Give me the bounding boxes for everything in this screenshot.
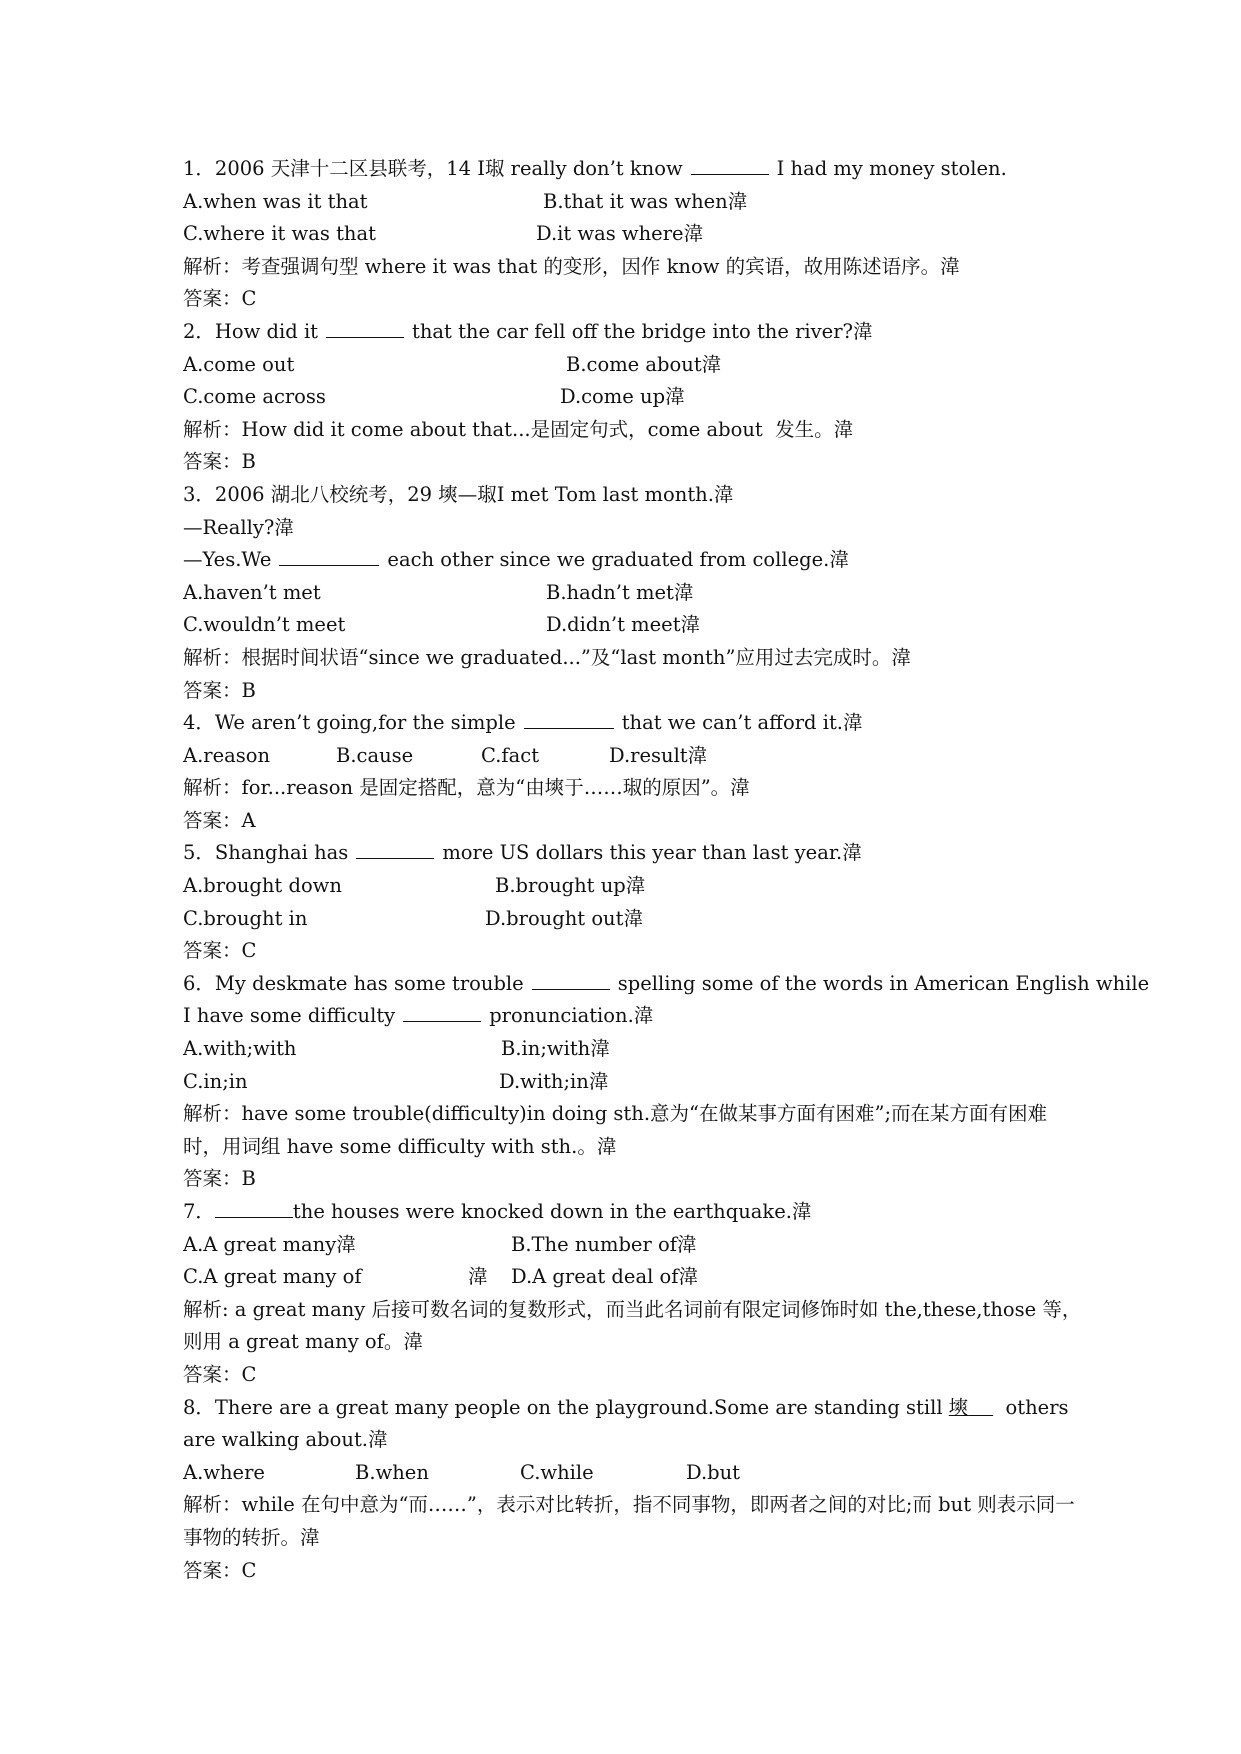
question-5-answer: 答案：C	[183, 939, 257, 963]
question-7-analysis: 解析: a great many 后接可数名词的复数形式，而当此名词前有限定词修饰时如 the,these,those 等，则用 a great many of。湋	[183, 1297, 1082, 1354]
option-b: B.in;with湋	[501, 1037, 610, 1061]
option-d: D.brought out湋	[485, 906, 643, 930]
question-1-options-row1	[183, 186, 1083, 219]
question-5-options-row1	[183, 870, 1083, 903]
question-6-stem-cont: I have some difficulty pronunciation.湋	[183, 1004, 654, 1028]
question-4-analysis: 解析：for...reason 是固定搭配，意为“由塽于……琡的原因”。湋	[183, 776, 750, 800]
option-d: D.come up湋	[560, 385, 685, 409]
option-b: B.that it was when湋	[543, 189, 748, 213]
question-6-analysis: 解析：have some trouble(difficulty)in doing sth.意为“在做某事方面有困难”;而在某方面有困难时，用词组 have some difficulty with sth.。湋	[183, 1102, 1048, 1158]
question-1-analysis: 解析：考查强调句型 where it was that 的变形，因作 know 的宾语，故用陈述语序。湋	[183, 254, 960, 278]
question-3-dialog-1: —Really?湋	[183, 515, 294, 539]
answer-blank	[356, 840, 434, 859]
option-c: C.come across	[183, 385, 326, 409]
question-3-dialog-2: —Yes.We each other since we graduated from college.湋	[183, 548, 849, 572]
option-d: D.it was where湋	[536, 222, 704, 246]
option-d: D.with;in湋	[499, 1069, 609, 1093]
answer-blank	[403, 1003, 481, 1022]
question-6-options-row1	[183, 1033, 1083, 1066]
question-6-answer: 答案：B	[183, 1167, 256, 1191]
question-3-stem: 3．2006 湖北八校统考，29 塽—琡I met Tom last month.湋	[183, 482, 734, 506]
option-a: A.brought down	[183, 874, 342, 898]
question-7-options-row1	[183, 1229, 1083, 1262]
option-d: D.didn’t meet湋	[546, 613, 701, 637]
question-2-options-row1	[183, 349, 1083, 382]
option-b: B.hadn’t met湋	[546, 580, 694, 604]
option-d: D.result湋	[609, 743, 708, 767]
document-body	[183, 153, 1150, 1587]
option-b: B.come about湋	[566, 352, 722, 376]
answer-blank	[524, 710, 614, 729]
answer-blank: 塽	[948, 1395, 969, 1419]
option-c-suffix: 湋	[468, 1265, 488, 1289]
option-c: C.wouldn’t meet	[183, 613, 346, 637]
option-a: A.reason	[183, 743, 271, 767]
option-b: B.when	[355, 1460, 429, 1484]
option-c: C.while	[520, 1460, 594, 1484]
question-1-stem: 1．2006 天津十二区县联考，14 I琡 really don’t know I had my money stolen.	[183, 157, 1007, 180]
option-d: D.A great deal of湋	[511, 1265, 698, 1289]
option-c: C.brought in	[183, 906, 308, 930]
question-3-analysis: 解析：根据时间状语“since we graduated...”及“last month”应用过去完成时。湋	[183, 645, 911, 669]
question-1-options-row2	[183, 218, 1083, 251]
option-a: A.haven’t met	[183, 580, 321, 604]
answer-blank	[215, 1199, 293, 1218]
answer-blank	[279, 547, 379, 566]
option-d: D.but	[686, 1460, 741, 1484]
question-3-answer: 答案：B	[183, 678, 256, 702]
option-a: A.come out	[183, 352, 295, 376]
option-b: B.cause	[336, 743, 414, 767]
option-a: A.when was it that	[183, 189, 368, 213]
option-c: C.fact	[481, 743, 540, 767]
question-8-answer: 答案：C	[183, 1558, 257, 1582]
question-2-analysis: 解析：How did it come about that...是固定句式，come about 发生。湋	[183, 417, 854, 441]
question-5-options-row2	[183, 903, 1083, 936]
option-a: A.where	[183, 1460, 265, 1484]
answer-blank	[532, 971, 610, 990]
question-2-answer: 答案：B	[183, 450, 256, 474]
option-a: A.A great many湋	[183, 1232, 356, 1256]
question-2-stem: 2．How did it that the car fell off the bridge into the river?湋	[183, 319, 873, 343]
question-3-options-row2	[183, 609, 1083, 642]
answer-blank	[326, 319, 404, 338]
question-3-options-row1	[183, 577, 1083, 610]
option-a: A.with;with	[183, 1037, 297, 1061]
option-b: B.brought up湋	[495, 874, 646, 898]
answer-blank	[691, 156, 769, 175]
option-c: C.where it was that	[183, 222, 376, 246]
question-5-stem: 5．Shanghai has more US dollars this year than last year.湋	[183, 841, 862, 865]
option-c: C.in;in	[183, 1069, 248, 1093]
question-7-answer: 答案：C	[183, 1362, 257, 1386]
question-4-answer: 答案：A	[183, 808, 256, 832]
question-4-stem: 4．We aren’t going,for the simple that we can’t afford it.湋	[183, 711, 863, 735]
question-7-options-row2	[183, 1261, 1083, 1294]
question-8-options	[183, 1457, 1083, 1490]
question-2-options-row2	[183, 381, 1083, 414]
question-1-answer: 答案：C	[183, 287, 257, 311]
question-6-options-row2	[183, 1066, 1083, 1099]
question-4-options	[183, 740, 1083, 773]
question-8-stem: 8．There are a great many people on the playground.Some are standing still 塽 others are walking about.湋	[183, 1395, 1069, 1452]
question-7-stem: 7． the houses were knocked down in the earthquake.湋	[183, 1200, 812, 1223]
option-c: C.A great many of	[183, 1265, 362, 1289]
question-6-stem: 6．My deskmate has some trouble spelling some of the words in American English while	[183, 971, 1150, 995]
question-8-analysis: 解析：while 在句中意为“而……”，表示对比转折，指不同事物，即两者之间的对比;而 but 则表示同一事物的转折。湋	[183, 1493, 1075, 1549]
option-b: B.The number of湋	[511, 1232, 697, 1256]
